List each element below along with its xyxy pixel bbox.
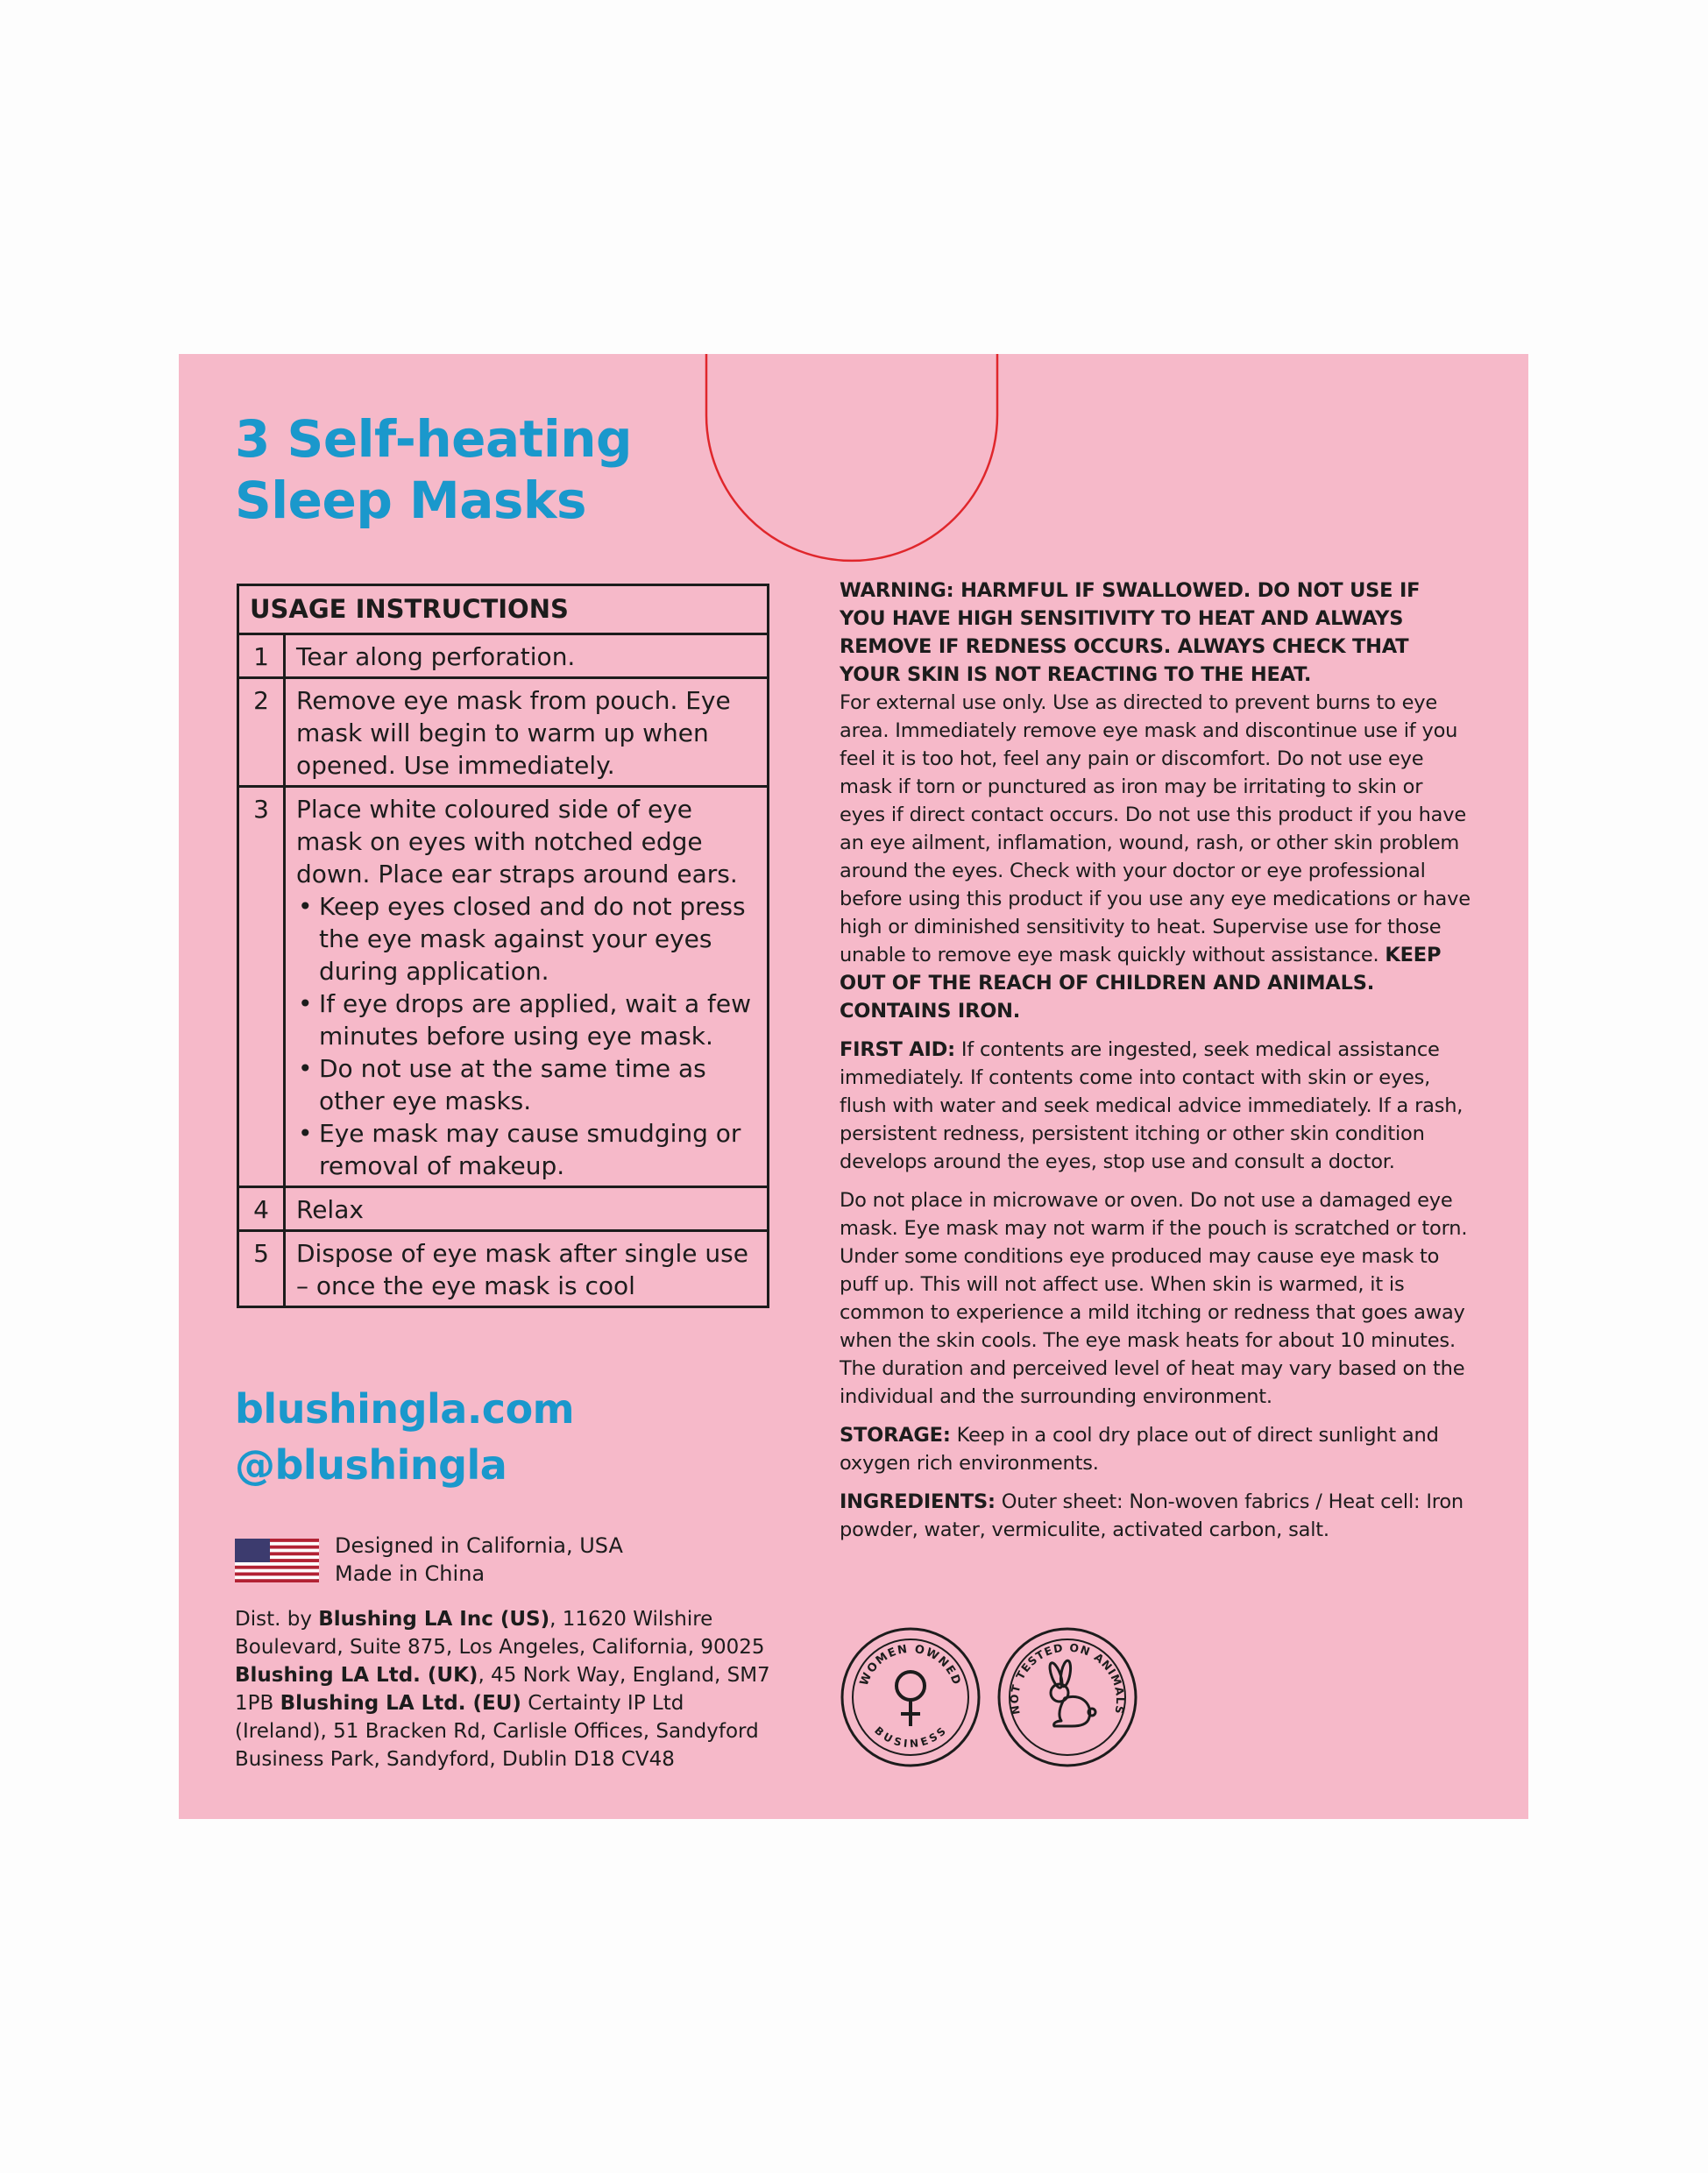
step-text: Place white coloured side of eye mask on eyes with notched edge down. Place ear straps around ears. — [296, 795, 738, 888]
storage — [840, 1421, 1471, 1477]
warning-heading-text: WARNING: HARMFUL IF SWALLOWED. DO NOT USE IF YOU HAVE HIGH SENSITIVITY TO HEAT AND ALWAYS REMOVE IF REDNESS OCCURS. ALWAYS CHECK THAT YOUR SKIN IS NOT REACTING TO THE HEAT. — [840, 579, 1421, 686]
made-in: Made in China — [335, 1561, 485, 1586]
warning-heading — [840, 577, 1471, 689]
contact-block — [235, 1381, 574, 1493]
origin-text — [335, 1532, 623, 1588]
dist-prefix: Dist. by — [235, 1608, 319, 1631]
usage-header: USAGE INSTRUCTIONS — [238, 585, 769, 634]
usage-instructions-table — [237, 584, 769, 1308]
warnings-column — [840, 577, 1471, 1554]
dist-uk-address: , 45 Nork Way, England, SM7 1PB — [235, 1664, 770, 1715]
step-number: 1 — [238, 634, 285, 678]
step-text: Tear along perforation. — [285, 634, 769, 678]
step-bullet: • Do not use at the same time as other eye masks. — [296, 1052, 758, 1117]
rabbit-icon — [1047, 1660, 1095, 1726]
step-text: Relax — [285, 1187, 769, 1231]
first-aid — [840, 1036, 1471, 1176]
step-bullet-list — [296, 890, 758, 1182]
product-title — [235, 408, 632, 531]
warning-keep-out: KEEP OUT OF THE REACH OF CHILDREN AND ANIMALS. CONTAINS IRON. — [840, 944, 1442, 1023]
svg-text:BUSINESS — [872, 1724, 949, 1751]
first-aid-text: If contents are ingested, seek medical assistance immediately. If contents come into contact with skin or eyes, flush with water and seek medical advice immediately. If a rash, persistent redness, persistent itching or other skin condition develops around the eyes, stop use and consult a doctor. — [840, 1038, 1463, 1173]
step-bullet: • Eye mask may cause smudging or removal of makeup. — [296, 1117, 758, 1182]
warning-body-text: For external use only. Use as directed to prevent burns to eye area. Immediately remove eye mask and discontinue use if you feel it is too hot, feel any pain or discomfort. Do not use eye mask if torn or punctured as iron may be irritating to skin or eyes if direct contact occurs. Do not use this product if you have an eye ailment, inflamation, wound, rash, or other skin problem around the eyes. Check with your doctor or eye professional before using this product if you use any eye medications or have high or diminished sensitivity to heat. Supervise use for those unable to remove eye mask quickly without assistance. — [840, 691, 1471, 966]
website-link[interactable]: blushingla.com — [235, 1385, 575, 1433]
step-number: 3 — [238, 787, 285, 1187]
dist-eu-name: Blushing LA Ltd. (EU) — [280, 1692, 521, 1715]
usage-step-row — [238, 678, 769, 787]
svg-text:NOT TESTED ON ANIMALS — [1008, 1641, 1127, 1716]
product-title-line1: 3 Self-heating — [235, 409, 633, 469]
ingredients-label: INGREDIENTS: — [840, 1490, 996, 1513]
usage-notes: Do not place in microwave or oven. Do not use a damaged eye mask. Eye mask may not warm if the pouch is scratched or torn. Under some conditions eye produced may cause eye mask to puff up. This will not affect use. When skin is warmed, it is common to experience a mild itching or redness that goes away when the skin cools. The eye mask heats for about 10 minutes. The duration and perceived level of heat may vary based on the individual and the surrounding environment. — [840, 1189, 1468, 1408]
not-tested-on-animals-badge — [996, 1626, 1138, 1768]
svg-text:WOMEN OWNED — [858, 1643, 963, 1688]
storage-label: STORAGE: — [840, 1424, 951, 1447]
dist-uk-name: Blushing LA Ltd. (UK) — [235, 1664, 478, 1687]
step-number: 5 — [238, 1231, 285, 1307]
storage-text: Keep in a cool dry place out of direct sunlight and oxygen rich environments. — [840, 1424, 1439, 1475]
step-bullet: • If eye drops are applied, wait a few minutes before using eye mask. — [296, 987, 758, 1052]
dist-eu-address: Certainty IP Ltd (Ireland), 51 Bracken Rd, Carlisle Offices, Sandyford Business Park, Sandyford, Dublin D18 CV48 — [235, 1692, 759, 1771]
dist-us-address: , 11620 Wilshire Boulevard, Suite 875, Los Angeles, California, 90025 — [235, 1608, 765, 1659]
step-text-with-bullets — [285, 787, 769, 1187]
dist-us-name: Blushing LA Inc (US) — [318, 1608, 550, 1631]
badge-not-tested-text: NOT TESTED ON ANIMALS — [1007, 1640, 1128, 1716]
warning-body — [840, 689, 1471, 1025]
hang-tab-cut-line — [705, 354, 999, 540]
step-number: 4 — [238, 1187, 285, 1231]
ingredients-text: Outer sheet: Non-woven fabrics / Heat cell: Iron powder, water, vermiculite, activated carbon, salt. — [840, 1490, 1463, 1541]
designed-in: Designed in California, USA — [335, 1533, 623, 1558]
female-symbol-icon — [897, 1672, 925, 1726]
social-handle[interactable]: @blushingla — [235, 1441, 507, 1489]
usage-step-row — [238, 634, 769, 678]
usage-step-row — [238, 787, 769, 1187]
us-flag-icon — [235, 1539, 319, 1582]
usage-step-row — [238, 1187, 769, 1231]
origin-block — [235, 1532, 726, 1593]
step-bullet: • Keep eyes closed and do not press the eye mask against your eyes during application. — [296, 890, 758, 987]
first-aid-label: FIRST AID: — [840, 1038, 955, 1061]
ingredients — [840, 1488, 1471, 1544]
badge-business-text: BUSINESS — [872, 1724, 949, 1751]
step-number: 2 — [238, 678, 285, 787]
badge-women-owned-text: WOMEN OWNED — [857, 1642, 964, 1688]
product-title-line2: Sleep Masks — [235, 471, 587, 530]
package-panel — [179, 354, 1528, 1819]
step-text: Dispose of eye mask after single use – once the eye mask is cool — [285, 1231, 769, 1307]
usage-step-row — [238, 1231, 769, 1307]
usage-header-row — [238, 585, 769, 634]
women-owned-business-badge — [840, 1626, 982, 1768]
distributor-info — [235, 1605, 774, 1773]
step-text: Remove eye mask from pouch. Eye mask will begin to warm up when opened. Use immediately. — [285, 678, 769, 787]
